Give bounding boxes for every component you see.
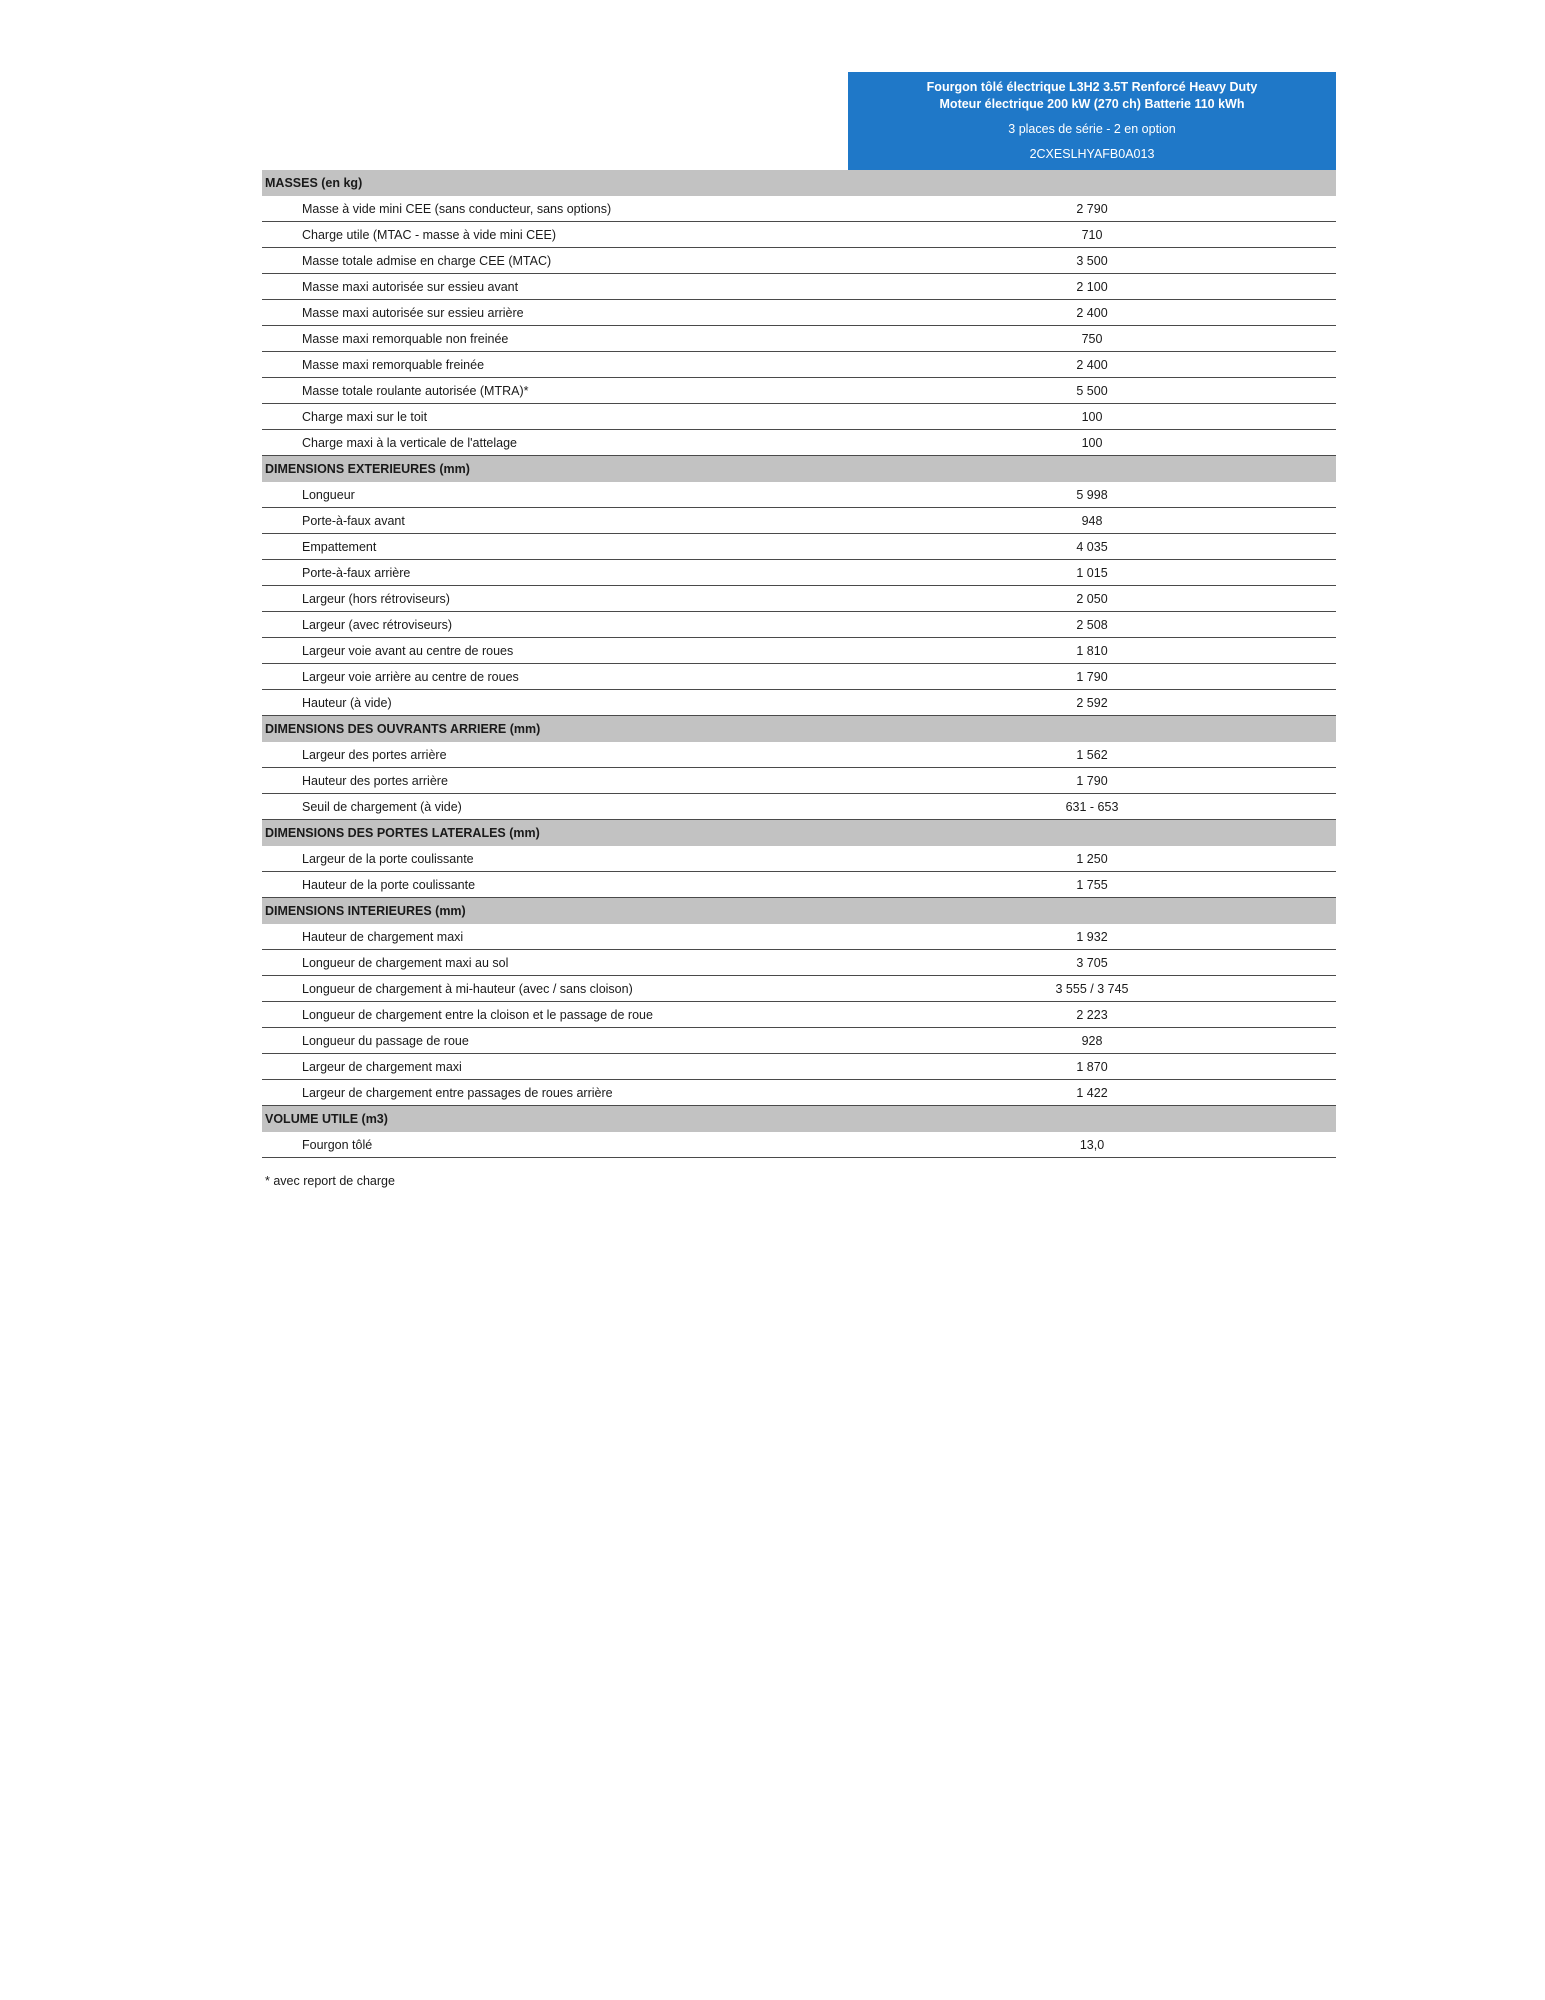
table-row xyxy=(262,1080,1336,1106)
row-label: Largeur (hors rétroviseurs) xyxy=(302,592,450,606)
table-row xyxy=(262,300,1336,326)
table-row xyxy=(262,690,1336,716)
row-label: Largeur de chargement maxi xyxy=(302,1060,462,1074)
table-row xyxy=(262,404,1336,430)
row-value: 3 555 / 3 745 xyxy=(1055,982,1129,996)
row-value: 13,0 xyxy=(1079,1138,1105,1152)
table-row xyxy=(262,742,1336,768)
row-label: Masse maxi remorquable freinée xyxy=(302,358,485,372)
section-header: VOLUME UTILE (m3) xyxy=(262,1106,1336,1132)
row-value: 1 870 xyxy=(1076,1060,1108,1074)
row-value: 1 790 xyxy=(1076,670,1108,684)
row-label: Masse totale admise en charge CEE (MTAC) xyxy=(302,254,552,268)
row-value: 1 015 xyxy=(1076,566,1108,580)
table-row xyxy=(262,196,1336,222)
table-row xyxy=(262,508,1336,534)
table-row xyxy=(262,638,1336,664)
spec-table xyxy=(262,170,1336,1158)
row-value: 1 790 xyxy=(1076,774,1108,788)
row-label: Charge maxi sur le toit xyxy=(302,410,428,424)
table-row xyxy=(262,976,1336,1002)
row-value: 3 705 xyxy=(1076,956,1108,970)
row-label: Seuil de chargement (à vide) xyxy=(302,800,462,814)
table-row xyxy=(262,768,1336,794)
table-row xyxy=(262,612,1336,638)
footnote: * avec report de charge xyxy=(265,1174,395,1188)
model-header xyxy=(848,72,1336,170)
table-row xyxy=(262,664,1336,690)
row-value: 1 755 xyxy=(1076,878,1108,892)
table-row xyxy=(262,352,1336,378)
row-value: 1 932 xyxy=(1076,930,1108,944)
table-row xyxy=(262,950,1336,976)
row-value: 2 400 xyxy=(1076,358,1108,372)
row-label: Largeur voie arrière au centre de roues xyxy=(302,670,519,684)
row-label: Longueur de chargement entre la cloison et le passage de roue xyxy=(302,1008,653,1022)
row-value: 928 xyxy=(1081,1034,1103,1048)
row-value: 5 998 xyxy=(1076,488,1108,502)
row-value: 1 422 xyxy=(1076,1086,1108,1100)
table-row xyxy=(262,872,1336,898)
row-label: Charge maxi à la verticale de l'attelage xyxy=(302,436,518,450)
section-header: DIMENSIONS DES PORTES LATERALES (mm) xyxy=(262,820,1336,846)
section-header: DIMENSIONS EXTERIEURES (mm) xyxy=(262,456,1336,482)
table-row xyxy=(262,1054,1336,1080)
row-value: 2 592 xyxy=(1076,696,1108,710)
row-label: Porte-à-faux avant xyxy=(302,514,405,528)
row-label: Largeur des portes arrière xyxy=(302,748,447,762)
row-value: 100 xyxy=(1081,410,1103,424)
row-value: 1 250 xyxy=(1076,852,1108,866)
row-value: 631 - 653 xyxy=(1065,800,1119,814)
table-row xyxy=(262,222,1336,248)
table-row xyxy=(262,1132,1336,1158)
row-label: Masse maxi autorisée sur essieu avant xyxy=(302,280,519,294)
row-label: Charge utile (MTAC - masse à vide mini CEE) xyxy=(302,228,557,242)
row-value: 2 400 xyxy=(1076,306,1108,320)
row-label: Hauteur des portes arrière xyxy=(302,774,448,788)
row-value: 2 223 xyxy=(1076,1008,1108,1022)
table-row xyxy=(262,274,1336,300)
row-label: Masse à vide mini CEE (sans conducteur, sans options) xyxy=(302,202,612,216)
row-label: Hauteur (à vide) xyxy=(302,696,392,710)
row-label: Largeur de chargement entre passages de roues arrière xyxy=(302,1086,613,1100)
row-value: 2 050 xyxy=(1076,592,1108,606)
table-row xyxy=(262,560,1336,586)
row-label: Hauteur de chargement maxi xyxy=(302,930,464,944)
row-label: Largeur voie avant au centre de roues xyxy=(302,644,514,658)
section-header: DIMENSIONS INTERIEURES (mm) xyxy=(262,898,1336,924)
table-row xyxy=(262,846,1336,872)
table-row xyxy=(262,482,1336,508)
row-label: Masse maxi autorisée sur essieu arrière xyxy=(302,306,524,320)
table-row xyxy=(262,924,1336,950)
row-label: Porte-à-faux arrière xyxy=(302,566,411,580)
model-name-line2: Moteur électrique 200 kW (270 ch) Batterie 110 kWh xyxy=(939,97,1245,111)
row-label: Fourgon tôlé xyxy=(302,1138,373,1152)
header-row xyxy=(262,72,1336,170)
row-value: 4 035 xyxy=(1076,540,1108,554)
row-value: 2 100 xyxy=(1076,280,1108,294)
row-value: 2 790 xyxy=(1076,202,1108,216)
row-value: 1 810 xyxy=(1076,644,1108,658)
row-value: 710 xyxy=(1081,228,1103,242)
row-label: Largeur de la porte coulissante xyxy=(302,852,474,866)
row-label: Hauteur de la porte coulissante xyxy=(302,878,476,892)
row-value: 948 xyxy=(1081,514,1103,528)
table-row xyxy=(262,378,1336,404)
row-label: Largeur (avec rétroviseurs) xyxy=(302,618,453,632)
seats-info: 3 places de série - 2 en option xyxy=(1008,122,1176,136)
row-label: Longueur xyxy=(302,488,355,502)
table-row xyxy=(262,534,1336,560)
table-row xyxy=(262,1028,1336,1054)
row-label: Longueur du passage de roue xyxy=(302,1034,469,1048)
row-label: Masse maxi remorquable non freinée xyxy=(302,332,509,346)
row-label: Longueur de chargement maxi au sol xyxy=(302,956,509,970)
model-name-line1: Fourgon tôlé électrique L3H2 3.5T Renforcé Heavy Duty xyxy=(926,80,1258,94)
table-row xyxy=(262,794,1336,820)
row-value: 750 xyxy=(1081,332,1103,346)
table-row xyxy=(262,1002,1336,1028)
header-spacer xyxy=(262,72,848,170)
row-value: 100 xyxy=(1081,436,1103,450)
row-value: 1 562 xyxy=(1076,748,1108,762)
row-value: 3 500 xyxy=(1076,254,1108,268)
table-row xyxy=(262,430,1336,456)
section-header: DIMENSIONS DES OUVRANTS ARRIERE (mm) xyxy=(262,716,1336,742)
table-row xyxy=(262,248,1336,274)
row-label: Masse totale roulante autorisée (MTRA)* xyxy=(302,384,529,398)
row-label: Longueur de chargement à mi-hauteur (avec / sans cloison) xyxy=(302,982,633,996)
row-label: Empattement xyxy=(302,540,377,554)
table-row xyxy=(262,326,1336,352)
row-value: 5 500 xyxy=(1076,384,1108,398)
version-code: 2CXESLHYAFB0A013 xyxy=(1029,147,1155,161)
section-header: MASSES (en kg) xyxy=(262,170,1336,196)
row-value: 2 508 xyxy=(1076,618,1108,632)
spec-sheet xyxy=(262,72,1336,1188)
table-row xyxy=(262,586,1336,612)
